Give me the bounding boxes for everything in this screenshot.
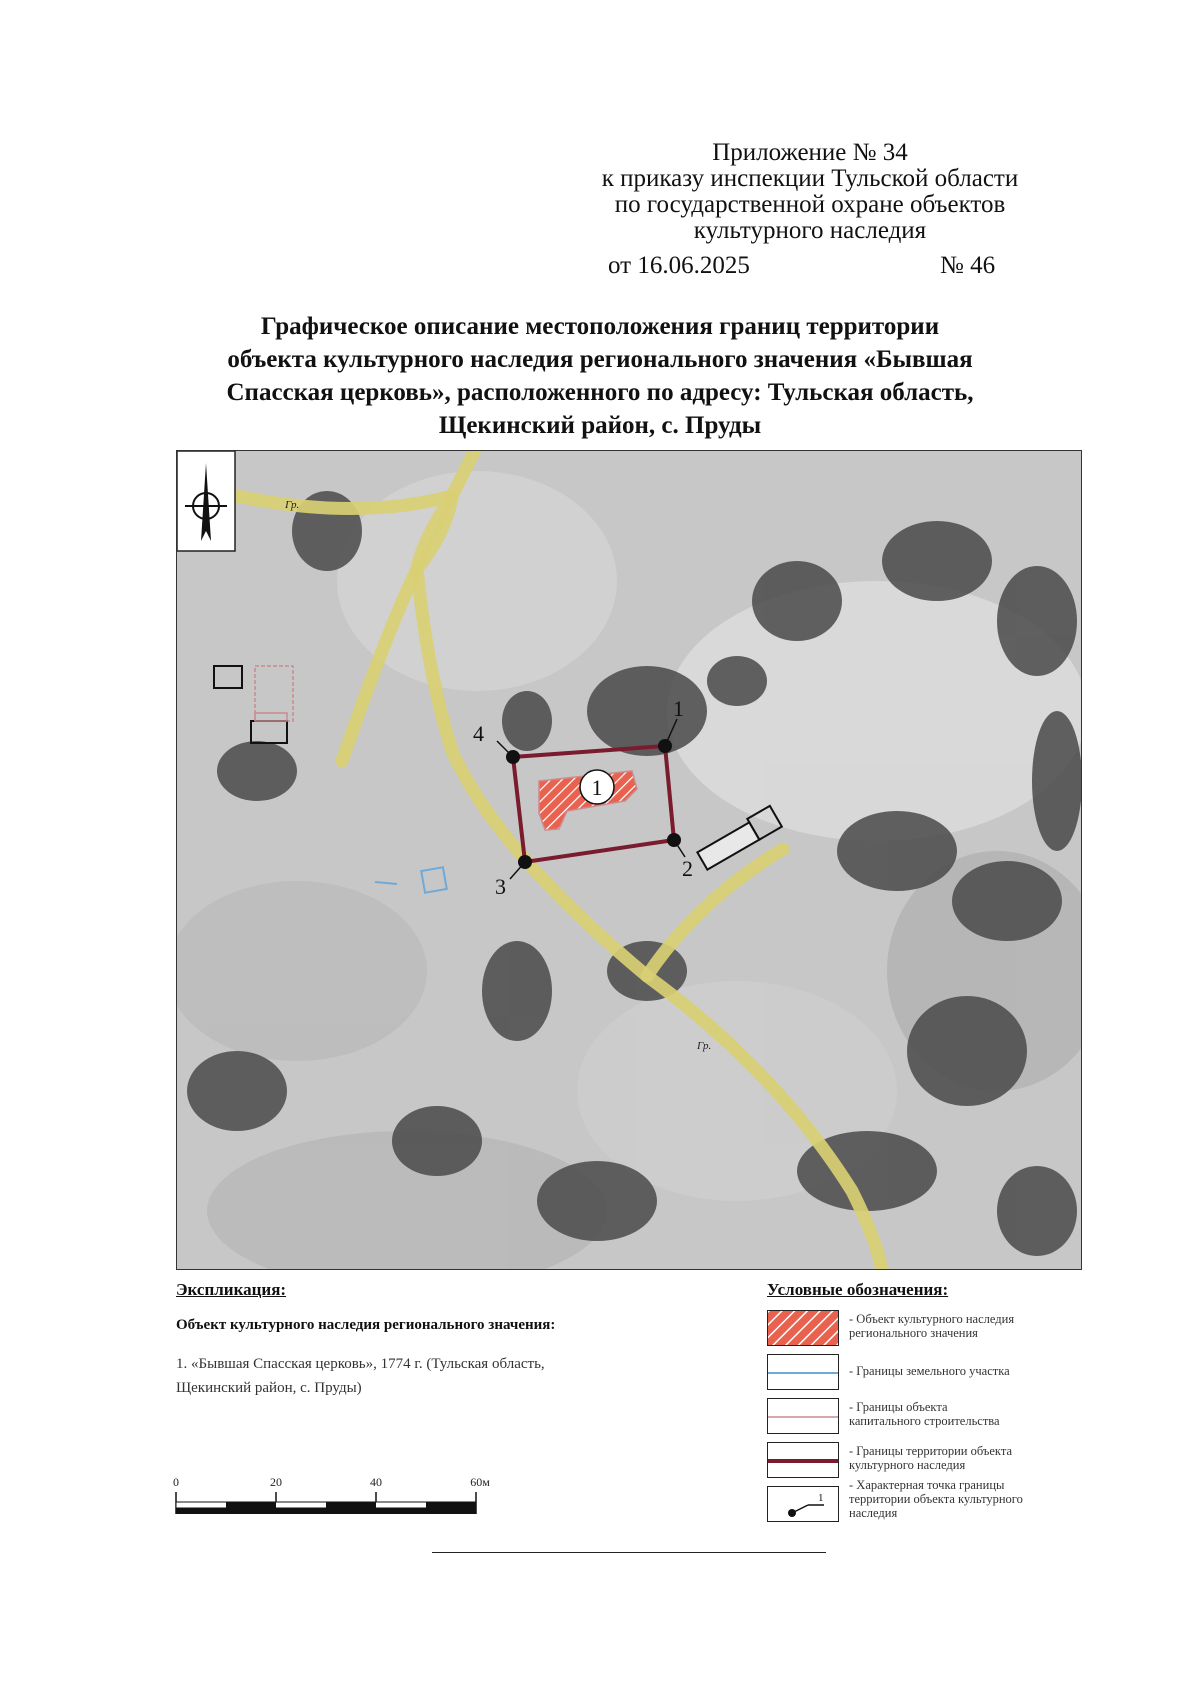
blue-line-swatch-icon bbox=[767, 1354, 839, 1390]
legend-item-heritage-object: - Объект культурного наследия регионального значения bbox=[767, 1310, 1087, 1350]
road-label-north: Гр. bbox=[285, 499, 300, 511]
order-date: от 16.06.2025 bbox=[608, 252, 750, 279]
explication-item bbox=[176, 1352, 696, 1400]
scale-bar bbox=[170, 1472, 490, 1532]
explication-item-line-1: 1. «Бывшая Спасская церковь», 1774 г. (Тульская область, bbox=[176, 1356, 545, 1372]
object-number-label: 1 bbox=[591, 775, 603, 800]
title-line-3: Спасская церковь», расположенного по адресу: Тульская область, bbox=[226, 379, 974, 406]
legend-heading: Условные обозначения: bbox=[767, 1280, 949, 1299]
svg-text:3: 3 bbox=[495, 874, 506, 899]
title-line-4: Щекинский район, с. Пруды bbox=[438, 412, 762, 439]
svg-text:4: 4 bbox=[473, 721, 484, 746]
order-number: № 46 bbox=[940, 252, 996, 279]
svg-text:1: 1 bbox=[818, 1492, 824, 1504]
footer-divider bbox=[432, 1552, 826, 1553]
legend-item-land-plot: - Границы земельного участка bbox=[767, 1354, 1087, 1394]
explication-subheading: Объект культурного наследия регионального значения: bbox=[176, 1317, 556, 1333]
svg-text:1: 1 bbox=[673, 696, 684, 721]
map-canvas bbox=[177, 451, 1082, 1270]
point-swatch-icon bbox=[767, 1486, 839, 1522]
appendix-number: Приложение № 34 bbox=[712, 139, 908, 166]
north-arrow-icon bbox=[177, 451, 235, 551]
scale-tick-40: 40 bbox=[370, 1475, 382, 1489]
scale-tick-0: 0 bbox=[173, 1475, 179, 1489]
pink-line-swatch-icon bbox=[767, 1398, 839, 1434]
title-line-2: объекта культурного наследия регионального значения «Бывшая bbox=[227, 346, 973, 373]
title-line-1: Графическое описание местоположения границ территории bbox=[260, 313, 940, 340]
authority-line: по государственной охране объектов bbox=[614, 191, 1006, 218]
legend-item-territory-boundary: - Границы территории объекта культурного наследия bbox=[767, 1442, 1087, 1482]
hatched-swatch-icon bbox=[767, 1310, 839, 1346]
appendix-header bbox=[560, 140, 1060, 244]
road-label-south: Гр. bbox=[697, 1040, 712, 1052]
svg-text:2: 2 bbox=[682, 856, 693, 881]
explication-heading: Экспликация: bbox=[176, 1280, 287, 1299]
scale-tick-20: 20 bbox=[270, 1475, 282, 1489]
order-line: к приказу инспекции Тульской области bbox=[601, 165, 1019, 192]
explication-item-line-2: Щекинский район, с. Пруды) bbox=[176, 1380, 362, 1396]
scale-tick-60: 60м bbox=[470, 1475, 490, 1489]
heritage-line: культурного наследия bbox=[693, 217, 927, 244]
document-title bbox=[150, 310, 1050, 442]
legend-item-capital-building: - Границы объекта капитального строительства bbox=[767, 1398, 1087, 1438]
legend-item-characteristic-point: 1 - Характерная точка границы территории объекта культурного наследия bbox=[767, 1486, 1087, 1526]
aerial-map bbox=[176, 450, 1082, 1270]
maroon-line-swatch-icon bbox=[767, 1442, 839, 1478]
